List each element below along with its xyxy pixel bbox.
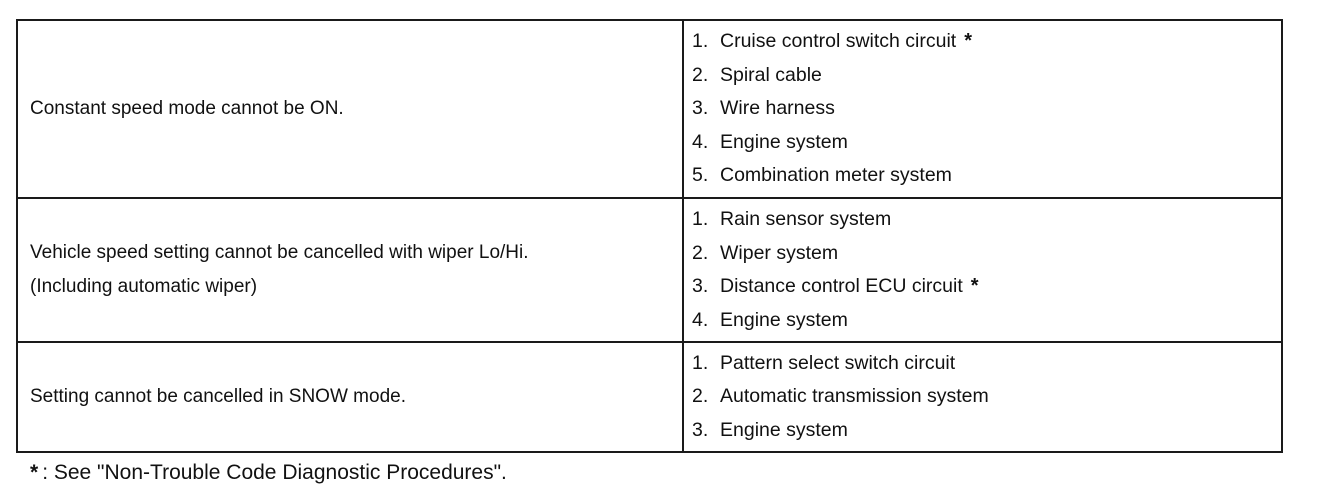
cause-number: 1. xyxy=(692,30,709,53)
cause-text: Cruise control switch circuit xyxy=(720,30,957,53)
causes-cell xyxy=(683,198,1282,342)
cause-text: Pattern select switch circuit xyxy=(720,351,956,374)
cause-item xyxy=(692,270,1281,304)
cause-number: 5. xyxy=(692,164,709,187)
causes-cell xyxy=(683,20,1282,198)
cause-item xyxy=(692,92,1281,126)
diagnosis-table xyxy=(16,19,1283,453)
cause-number: 3. xyxy=(692,275,709,297)
footnote-text: : See "Non-Trouble Code Diagnostic Procedures". xyxy=(42,461,507,484)
cause-number: 4. xyxy=(692,130,709,153)
footnote xyxy=(30,458,507,488)
table-row xyxy=(17,342,1282,452)
asterisk-mark: * xyxy=(964,30,973,53)
symptom-line: Setting cannot be cancelled in SNOW mode. xyxy=(30,386,406,407)
cause-text: Engine system xyxy=(720,418,848,441)
cause-item xyxy=(692,304,1281,338)
cause-number: 4. xyxy=(692,308,709,331)
cause-item xyxy=(692,237,1281,271)
symptom-cell xyxy=(17,198,683,342)
asterisk-mark: * xyxy=(970,275,979,297)
cause-number: 3. xyxy=(692,418,709,441)
cause-text: Combination meter system xyxy=(720,164,952,187)
symptom-line: (Including automatic wiper) xyxy=(30,276,258,297)
cause-item xyxy=(692,414,1281,448)
asterisk-mark: * xyxy=(30,461,39,484)
cause-text: Automatic transmission system xyxy=(720,385,989,408)
cause-number: 2. xyxy=(692,63,709,86)
cause-number: 2. xyxy=(692,241,709,264)
cause-text: Rain sensor system xyxy=(720,208,892,230)
symptom-line: Constant speed mode cannot be ON. xyxy=(30,98,344,119)
cause-item xyxy=(692,126,1281,160)
causes-cell xyxy=(683,342,1282,452)
cause-number: 3. xyxy=(692,97,709,120)
cause-number: 2. xyxy=(692,385,709,408)
symptom-cell xyxy=(17,20,683,198)
cause-text: Wire harness xyxy=(720,97,835,120)
symptom-line: Vehicle speed setting cannot be cancelled with wiper Lo/Hi. xyxy=(30,242,529,263)
cause-number: 1. xyxy=(692,208,709,230)
symptom-cell xyxy=(17,342,683,452)
cause-text: Spiral cable xyxy=(720,63,822,86)
cause-text: Engine system xyxy=(720,308,848,331)
cause-text: Engine system xyxy=(720,130,848,153)
cause-text: Distance control ECU circuit xyxy=(720,275,963,297)
cause-item xyxy=(692,380,1281,414)
table-row xyxy=(17,20,1282,198)
cause-item xyxy=(692,203,1281,237)
cause-item xyxy=(692,59,1281,93)
cause-item xyxy=(692,25,1281,59)
cause-text: Wiper system xyxy=(720,241,839,264)
cause-item xyxy=(692,159,1281,193)
cause-item xyxy=(692,347,1281,381)
cause-number: 1. xyxy=(692,351,709,374)
table-row xyxy=(17,198,1282,342)
